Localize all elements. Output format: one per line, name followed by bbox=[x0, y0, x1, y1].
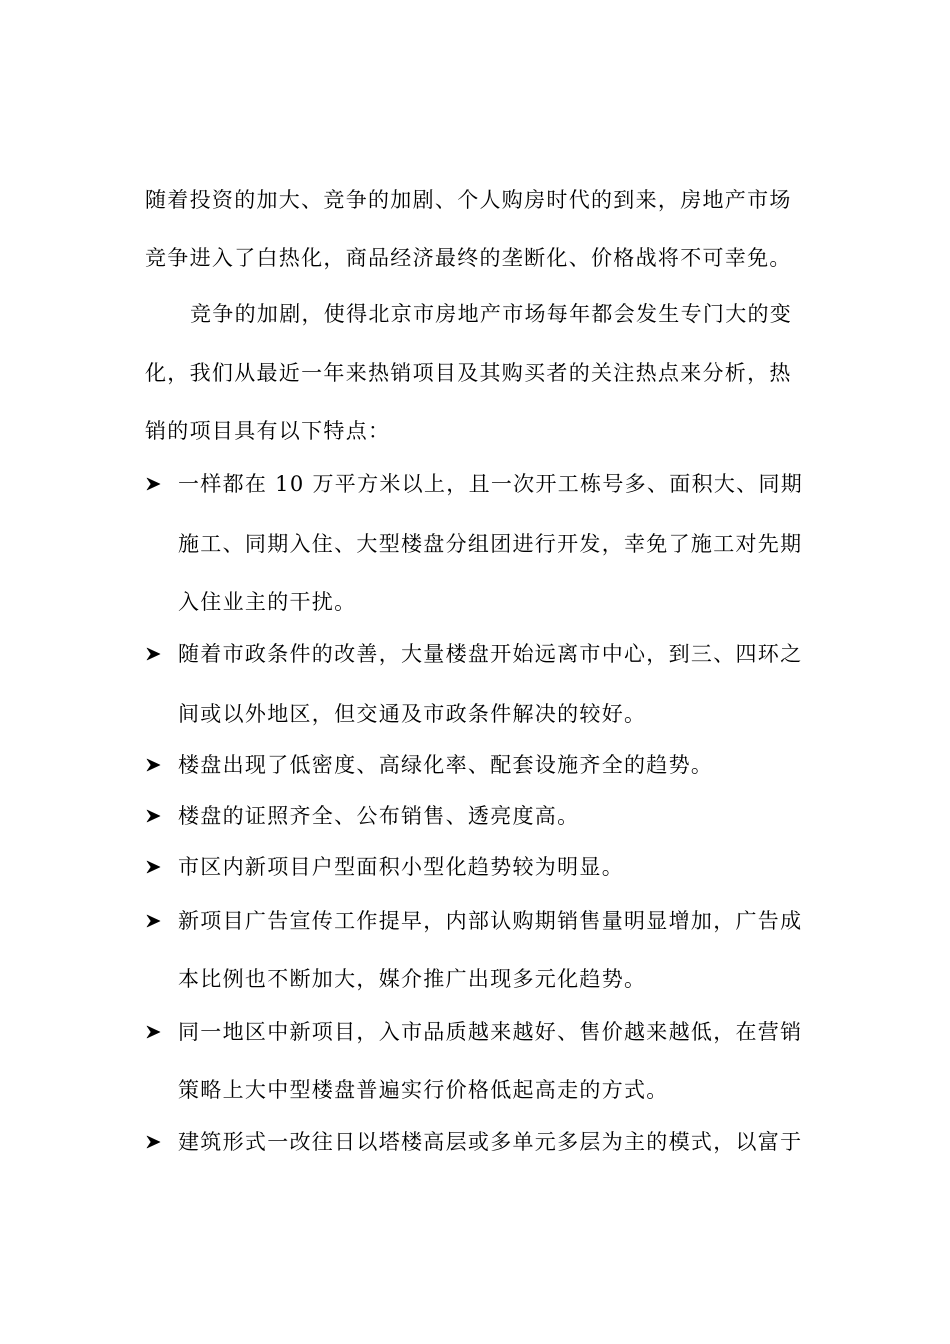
paragraph-2-line-3: 销的项目具有以下特点： bbox=[145, 419, 391, 443]
bullet-1-line-3: 入住业主的干扰。 bbox=[178, 590, 357, 614]
bullet-3-line-1: 楼盘出现了低密度、高绿化率、配套设施齐全的趋势。 bbox=[178, 753, 714, 777]
arrow-bullet-icon bbox=[146, 646, 162, 662]
arrow-bullet-icon bbox=[146, 913, 162, 929]
paragraph-2-line-1: 竞争的加剧，使得北京市房地产市场每年都会发生专门大的变 bbox=[190, 302, 793, 326]
paragraph-2-line-2: 化，我们从最近一年来热销项目及其购买者的关注热点来分析，热 bbox=[145, 361, 792, 385]
bullet-7-line-1: 同一地区中新项目，入市品质越来越好、售价越来越低，在营销 bbox=[178, 1020, 803, 1044]
bullet-6-line-2: 本比例也不断加大，媒介推广出现多元化趋势。 bbox=[178, 967, 647, 991]
paragraph-1-line-1: 随着投资的加大、竞争的加剧、个人购房时代的到来，房地产市场 bbox=[145, 188, 792, 212]
bullet-1-line-1: 一样都在 10 万平方米以上，且一次开工栋号多、面积大、同期 bbox=[178, 472, 804, 496]
bullet-4-line-1: 楼盘的证照齐全、公布销售、透亮度高。 bbox=[178, 804, 580, 828]
bullet-8-line-1: 建筑形式一改往日以塔楼高层或多单元多层为主的模式，以富于 bbox=[178, 1130, 803, 1154]
bullet-6-line-1: 新项目广告宣传工作提早，内部认购期销售量明显增加，广告成 bbox=[178, 909, 803, 933]
arrow-bullet-icon bbox=[146, 1134, 162, 1150]
bullet-5-line-1: 市区内新项目户型面积小型化趋势较为明显。 bbox=[178, 855, 624, 879]
arrow-bullet-icon bbox=[146, 808, 162, 824]
bullet-2-line-1: 随着市政条件的改善，大量楼盘开始远离市中心，到三、四环之 bbox=[178, 642, 803, 666]
arrow-bullet-icon bbox=[146, 1024, 162, 1040]
bullet-7-line-2: 策略上大中型楼盘普遍实行价格低起高走的方式。 bbox=[178, 1078, 669, 1102]
arrow-bullet-icon bbox=[146, 859, 162, 875]
arrow-bullet-icon bbox=[146, 476, 162, 492]
arrow-bullet-icon bbox=[146, 757, 162, 773]
paragraph-1-line-2: 竞争进入了白热化，商品经济最终的垄断化、价格战将不可幸免。 bbox=[145, 246, 792, 270]
bullet-1-line-2: 施工、同期入住、大型楼盘分组团进行开发，幸免了施工对先期 bbox=[178, 532, 803, 556]
bullet-2-line-2: 间或以外地区，但交通及市政条件解决的较好。 bbox=[178, 702, 647, 726]
